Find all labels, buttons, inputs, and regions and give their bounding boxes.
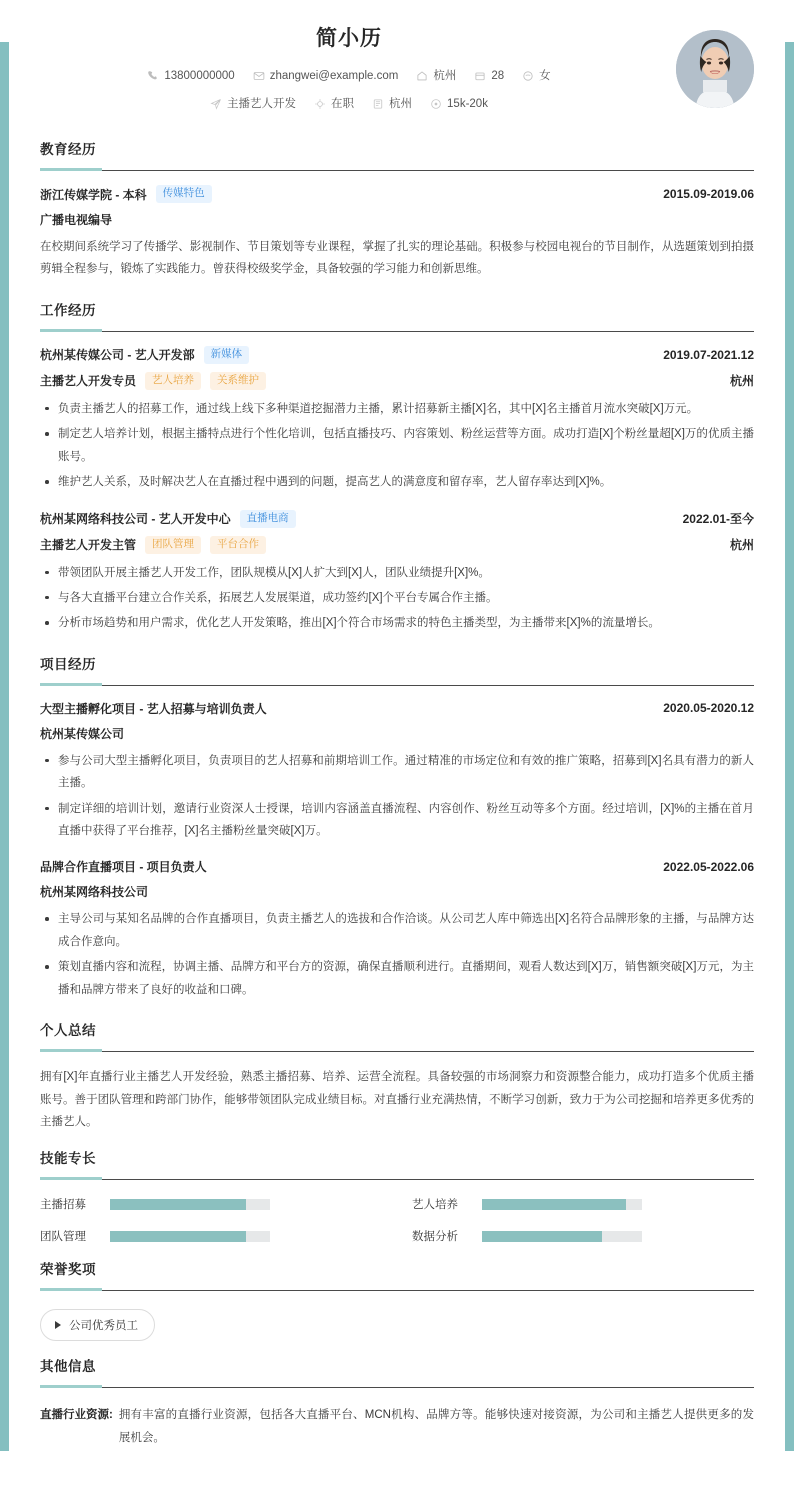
work-role-tag: 平台合作 — [210, 536, 266, 554]
contact-email — [253, 66, 399, 86]
work-date: 2022.01-至今 — [682, 512, 754, 527]
section-accent-underline — [40, 168, 102, 171]
contact-city — [372, 94, 412, 114]
project-entry-row — [40, 700, 754, 717]
work-location: 杭州 — [729, 538, 754, 553]
contact-age — [474, 66, 504, 86]
contact-gender — [522, 66, 551, 86]
list-item: 制定详细的培训计划，邀请行业资深人士授课，培训内容涵盖直播流程、内容创作、粉丝互动等多个方面。经过培训，[X]%的主播在首月直播中获得了平台推荐，[X]名主播粉丝量突破[X]万。 — [40, 798, 754, 843]
section-honors — [40, 1244, 754, 1341]
skill-label: 艺人培养 — [412, 1199, 458, 1212]
work-company: 杭州某传媒公司 - 艺人开发部 — [40, 348, 195, 363]
work-role-row — [40, 536, 754, 554]
gender-icon — [522, 70, 534, 82]
page-title: 简小历 — [316, 27, 382, 50]
avatar — [676, 30, 754, 108]
work-company: 杭州某网络科技公司 - 艺人开发中心 — [40, 512, 231, 527]
contact-email-text: zhangwei@example.com — [269, 70, 399, 82]
section-title-education: 教育经历 — [40, 142, 96, 157]
mail-icon — [253, 70, 265, 82]
education-description: 在校期间系统学习了传播学、影视制作、节目策划等专业课程，掌握了扎实的理论基础。积极参与校园电视台的节目制作，从选题策划到拍摄剪辑全程参与，锻炼了实践能力。曾获得校级奖学金，具备较强的学习能力和创新思维。 — [40, 241, 754, 276]
other-info-label: 直播行业资源: — [40, 1409, 113, 1422]
section-work — [40, 285, 754, 635]
contact-position — [210, 94, 296, 114]
resume-header — [40, 0, 754, 124]
contact-salary-text: 15k-20k — [447, 98, 488, 110]
contact-hometown-text: 杭州 — [433, 70, 457, 82]
project-company: 杭州某传媒公司 — [40, 726, 125, 741]
contact-city-text: 杭州 — [389, 98, 413, 110]
contact-gender-text: 女 — [539, 70, 551, 82]
home-icon — [416, 70, 428, 82]
contact-hometown — [416, 66, 456, 86]
status-icon — [314, 98, 326, 110]
list-item: 维护艺人关系，及时解决艺人在直播过程中遇到的问题，提高艺人的满意度和留存率，艺人留存率达到[X]%。 — [40, 471, 754, 493]
section-header-other — [40, 1355, 754, 1388]
skill-item — [40, 1228, 382, 1244]
project-name: 大型主播孵化项目 - 艺人招募与培训负责人 — [40, 701, 267, 716]
skill-label: 团队管理 — [40, 1231, 86, 1244]
project-name: 品牌合作直播项目 - 项目负责人 — [40, 860, 207, 875]
skill-progress-fill — [110, 1199, 246, 1210]
work-entry — [40, 510, 754, 635]
other-info-item — [40, 1402, 754, 1449]
skill-progress-fill — [110, 1231, 246, 1242]
work-role-tag: 艺人培养 — [145, 372, 201, 390]
section-accent-underline — [40, 1177, 102, 1180]
education-entry — [40, 185, 754, 281]
skill-progress-track — [482, 1199, 642, 1210]
list-item: 负责主播艺人的招募工作，通过线上线下多种渠道挖掘潜力主播，累计招募新主播[X]名，其中[X]名主播首月流水突破[X]万元。 — [40, 398, 754, 420]
section-accent-underline — [40, 1288, 102, 1291]
skill-progress-fill — [482, 1199, 626, 1210]
contact-phone-text: 13800000000 — [164, 70, 235, 82]
contact-status — [314, 94, 354, 114]
education-major: 广播电视编导 — [40, 213, 113, 227]
list-item: 制定艺人培养计划，根据主播特点进行个性化培训，包括直播技巧、内容策划、粉丝运营等方面。成功打造[X]个粉丝量超[X]万的优质主播账号。 — [40, 423, 754, 468]
work-role-row — [40, 372, 754, 390]
skill-progress-track — [110, 1231, 270, 1242]
section-education — [40, 124, 754, 281]
contact-status-text: 在职 — [331, 98, 355, 110]
contact-row-secondary — [32, 86, 666, 114]
skill-progress-fill — [482, 1231, 602, 1242]
section-title-work: 工作经历 — [40, 302, 96, 318]
section-title-honors: 荣誉奖项 — [40, 1262, 96, 1278]
contact-phone — [147, 66, 234, 86]
section-summary — [40, 1005, 754, 1133]
section-title-other: 其他信息 — [40, 1359, 96, 1375]
section-title-summary: 个人总结 — [40, 1023, 96, 1039]
list-item: 分析市场趋势和用户需求，优化艺人开发策略，推出[X]个符合市场需求的特色主播类型，为主播带来[X]%的流量增长。 — [40, 612, 754, 634]
list-item: 带领团队开展主播艺人开发工作，团队规模从[X]人扩大到[X]人，团队业绩提升[X]%。 — [40, 562, 754, 584]
phone-icon — [147, 70, 159, 82]
work-entry-row — [40, 510, 754, 528]
section-title-skills: 技能专长 — [40, 1151, 96, 1167]
section-title-project: 项目经历 — [40, 656, 96, 672]
work-role-tag: 关系维护 — [210, 372, 266, 390]
work-entry — [40, 346, 754, 494]
project-entry — [40, 858, 754, 1001]
section-accent-underline — [40, 1385, 102, 1388]
work-date: 2019.07-2021.12 — [663, 347, 754, 362]
city-icon — [372, 98, 384, 110]
send-icon — [210, 98, 222, 110]
contact-row-primary — [32, 66, 666, 86]
skill-item — [412, 1196, 754, 1212]
education-tag: 传媒特色 — [156, 185, 212, 203]
section-header-project — [40, 653, 754, 686]
work-role: 主播艺人开发专员 — [40, 374, 137, 389]
project-entry — [40, 700, 754, 843]
work-tag: 直播电商 — [240, 510, 296, 528]
project-date: 2022.05-2022.06 — [663, 859, 754, 874]
skills-grid — [40, 1194, 754, 1244]
honor-label: 公司优秀员工 — [69, 1320, 138, 1333]
work-role: 主播艺人开发主管 — [40, 538, 137, 553]
list-item: 主导公司与某知名品牌的合作直播项目，负责主播艺人的选拔和合作洽谈。从公司艺人库中筛选出[X]名符合品牌形象的主播，与品牌方达成合作意向。 — [40, 908, 754, 953]
work-location: 杭州 — [729, 374, 754, 389]
list-item: 策划直播内容和流程，协调主播、品牌方和平台方的资源，确保直播顺利进行。直播期间，观看人数达到[X]万，销售额突破[X]万元，为主播和品牌方带来了良好的收益和口碑。 — [40, 956, 754, 1001]
age-icon — [474, 70, 486, 82]
section-header-education — [40, 138, 754, 171]
skill-label: 主播招募 — [40, 1199, 86, 1212]
project-entry-row — [40, 858, 754, 875]
contact-position-text: 主播艺人开发 — [227, 98, 297, 110]
honor-badge[interactable] — [40, 1309, 155, 1341]
work-bullets — [40, 398, 754, 494]
honor-list — [40, 1305, 754, 1341]
skill-item — [412, 1228, 754, 1244]
education-date: 2015.09-2019.06 — [663, 187, 754, 201]
section-header-skills — [40, 1147, 754, 1180]
project-bullets — [40, 908, 754, 1001]
section-accent-underline — [40, 329, 102, 332]
project-date: 2020.05-2020.12 — [663, 701, 754, 716]
project-bullets — [40, 750, 754, 843]
project-company: 杭州某网络科技公司 — [40, 885, 149, 900]
contact-age-text: 28 — [491, 70, 505, 82]
list-item: 与各大直播平台建立合作关系，拓展艺人发展渠道，成功签约[X]个平台专属合作主播。 — [40, 587, 754, 609]
skill-item — [40, 1196, 382, 1212]
section-skills — [40, 1133, 754, 1244]
work-role-tag: 团队管理 — [145, 536, 201, 554]
section-header-work — [40, 299, 754, 332]
list-item: 参与公司大型主播孵化项目，负责项目的艺人招募和前期培训工作。通过精准的市场定位和有效的推广策略，招募到[X]名具有潜力的新人主播。 — [40, 750, 754, 795]
summary-text: 拥有[X]年直播行业主播艺人开发经验，熟悉主播招募、培养、运营全流程。具备较强的市场洞察力和资源整合能力，成功打造多个优质主播账号。善于团队管理和跨部门协作，能够带领团队完成业绩目标。对直播行业充满热情，不断学习创新，致力于为公司挖掘和培养更多优秀的主播艺人。 — [40, 1071, 754, 1129]
skill-progress-track — [482, 1231, 642, 1242]
education-school: 浙江传媒学院 - 本科 — [40, 187, 147, 202]
work-tag: 新媒体 — [204, 346, 250, 364]
section-header-honors — [40, 1258, 754, 1291]
section-accent-underline — [40, 683, 102, 686]
salary-icon — [430, 98, 442, 110]
section-header-summary — [40, 1019, 754, 1052]
section-other-info — [40, 1341, 754, 1449]
work-bullets — [40, 562, 754, 635]
contact-salary — [430, 94, 488, 114]
triangle-right-icon — [55, 1321, 61, 1329]
work-entry-row — [40, 346, 754, 364]
other-info-text: 拥有丰富的直播行业资源，包括各大直播平台、MCN机构、品牌方等。能够快速对接资源，为公司和主播艺人提供更多的发展机会。 — [118, 1409, 754, 1444]
section-project — [40, 639, 754, 1001]
skill-label: 数据分析 — [412, 1231, 458, 1244]
section-accent-underline — [40, 1049, 102, 1052]
education-entry-row — [40, 185, 754, 203]
skill-progress-track — [110, 1199, 270, 1210]
